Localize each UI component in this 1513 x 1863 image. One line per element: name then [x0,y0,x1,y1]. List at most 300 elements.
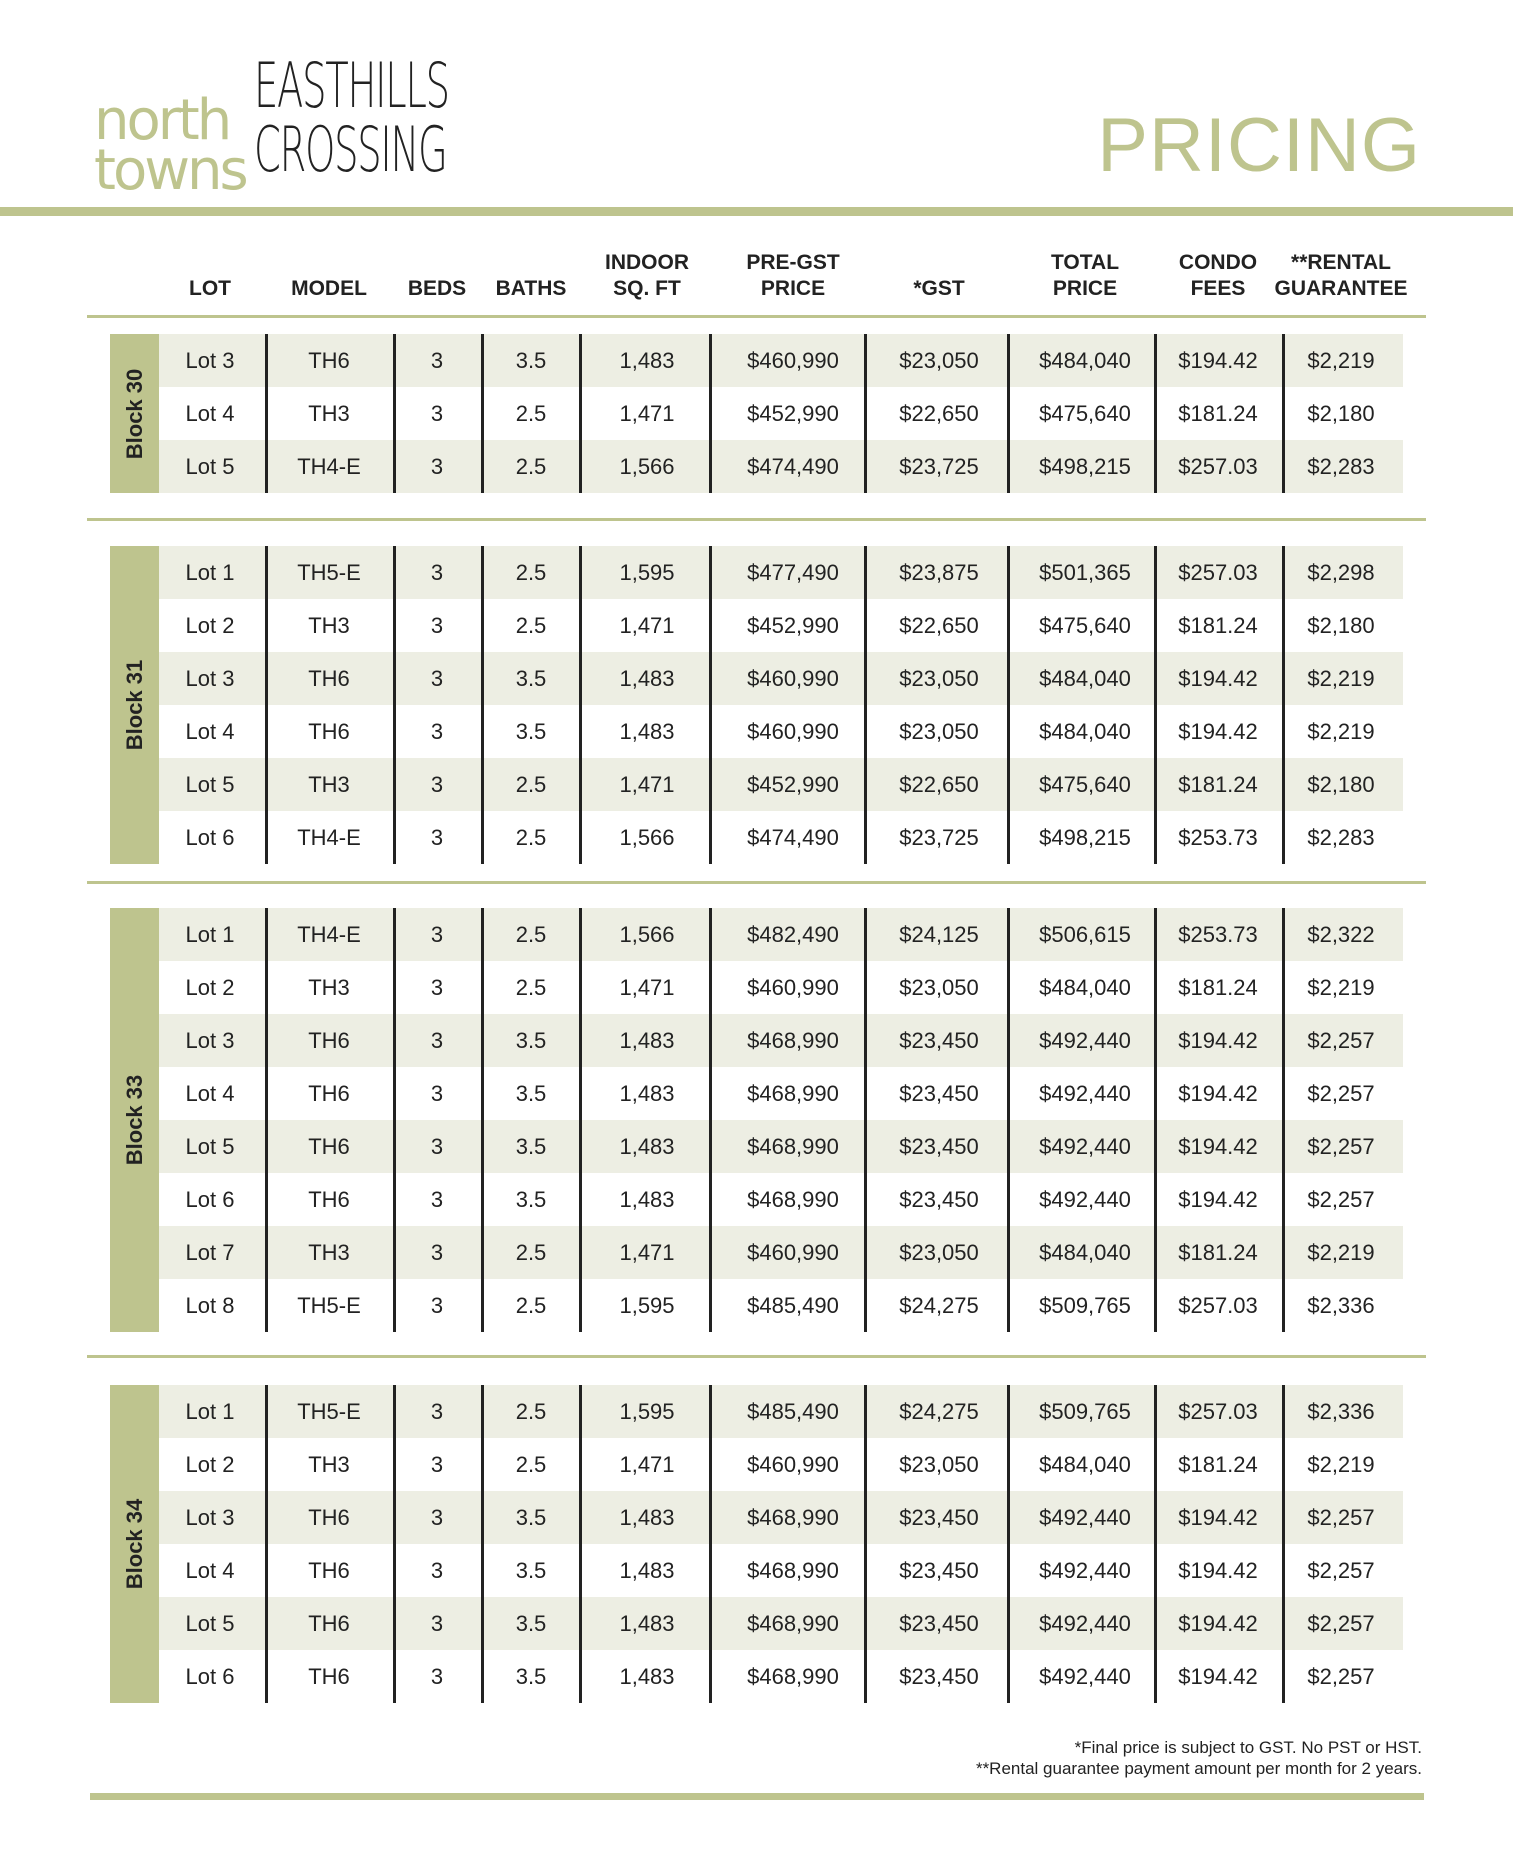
column-divider [709,1385,712,1703]
cell-pregst: $485,490 [747,1293,839,1318]
cell-gst: $24,275 [899,1293,979,1318]
table-row [159,758,1403,811]
column-header-model [291,276,367,302]
cell-total: $492,440 [1039,1664,1131,1689]
cell-total: $492,440 [1039,1028,1131,1053]
cell-pregst: $460,990 [747,975,839,1000]
cell-total: $492,440 [1039,1134,1131,1159]
cell-gst: $22,650 [899,401,979,426]
cell-gst: $23,725 [899,825,979,850]
cell-rental: $2,257 [1307,1081,1375,1106]
cell-total: $492,440 [1039,1505,1131,1530]
cell-lot: Lot 2 [185,613,235,638]
cell-pregst: $468,990 [747,1134,839,1159]
column-divider [1154,1385,1157,1703]
cell-baths: 2.5 [515,825,547,850]
cell-total: $475,640 [1039,401,1131,426]
table-row [159,1544,1403,1597]
table-header [0,250,1513,310]
cell-gst: $23,050 [899,1452,979,1477]
footnotes [976,1737,1422,1779]
cell-rental: $2,257 [1307,1187,1375,1212]
cell-rental: $2,257 [1307,1028,1375,1053]
cell-beds: 3 [430,772,444,797]
header-rule [87,315,1426,318]
cell-gst: $23,725 [899,454,979,479]
cell-condo: $194.42 [1178,666,1258,691]
column-header-line1: **RENTAL [1291,251,1391,274]
footnote-gst: *Final price is subject to GST. No PST or HST. [1074,1738,1422,1757]
cell-lot: Lot 5 [185,454,235,479]
cell-sqft: 1,471 [619,772,675,797]
cell-condo: $194.42 [1178,1081,1258,1106]
cell-pregst: $468,990 [747,1081,839,1106]
cell-rental: $2,180 [1307,401,1375,426]
cell-sqft: 1,483 [619,1028,675,1053]
table-row [159,1226,1403,1279]
cell-condo: $181.24 [1178,1240,1258,1265]
cell-pregst: $452,990 [747,613,839,638]
cell-sqft: 1,483 [619,1558,675,1583]
cell-pregst: $485,490 [747,1399,839,1424]
cell-model: TH3 [308,401,350,426]
table-row [159,387,1403,440]
cell-beds: 3 [430,975,444,1000]
cell-rental: $2,219 [1307,975,1375,1000]
cell-beds: 3 [430,1293,444,1318]
cell-baths: 2.5 [515,401,547,426]
column-header-line1: TOTAL [1050,251,1120,274]
cell-gst: $23,875 [899,560,979,585]
block-label-text: Block 34 [121,1498,147,1590]
cell-sqft: 1,471 [619,613,675,638]
cell-condo: $257.03 [1178,560,1258,585]
cell-baths: 3.5 [515,1611,547,1636]
cell-sqft: 1,483 [619,348,675,373]
cell-pregst: $482,490 [747,922,839,947]
cell-model: TH6 [308,348,350,373]
cell-lot: Lot 4 [185,401,235,426]
cell-pregst: $468,990 [747,1664,839,1689]
cell-total: $484,040 [1039,719,1131,744]
cell-pregst: $452,990 [747,772,839,797]
cell-lot: Lot 3 [185,1028,235,1053]
column-divider [1154,546,1157,864]
cell-pregst: $468,990 [747,1187,839,1212]
table-row [159,908,1403,961]
cell-sqft: 1,483 [619,1134,675,1159]
block-label [110,908,159,1332]
cell-model: TH6 [308,1187,350,1212]
cell-rental: $2,336 [1307,1399,1375,1424]
cell-total: $506,615 [1039,922,1131,947]
table-row [159,1491,1403,1544]
cell-model: TH6 [308,1611,350,1636]
cell-pregst: $474,490 [747,825,839,850]
block-label-text: Block 31 [121,659,147,751]
column-header-pregst [746,250,839,302]
column-divider [864,908,867,1332]
column-header-line2: BEDS [407,277,467,300]
cell-gst: $24,275 [899,1399,979,1424]
cell-condo: $181.24 [1178,1452,1258,1477]
cell-lot: Lot 8 [185,1293,235,1318]
column-header-line2: FEES [1190,277,1246,300]
cell-beds: 3 [430,666,444,691]
cell-model: TH3 [308,975,350,1000]
cell-pregst: $460,990 [747,1452,839,1477]
cell-gst: $23,450 [899,1558,979,1583]
cell-baths: 3.5 [515,1028,547,1053]
cell-model: TH6 [308,1134,350,1159]
easthills-crossing-logo [254,49,449,186]
cell-lot: Lot 6 [185,825,235,850]
column-header-sqft [605,250,689,302]
column-divider [1007,334,1010,493]
cell-beds: 3 [430,1240,444,1265]
cell-gst: $23,050 [899,666,979,691]
cell-gst: $24,125 [899,922,979,947]
cell-gst: $23,450 [899,1505,979,1530]
column-header-line2: LOT [189,277,231,300]
cell-pregst: $468,990 [747,1505,839,1530]
cell-condo: $194.42 [1178,1558,1258,1583]
cell-rental: $2,219 [1307,348,1375,373]
cell-baths: 3.5 [515,1664,547,1689]
column-divider [481,1385,484,1703]
cell-beds: 3 [430,1134,444,1159]
column-header-line2: BATHS [495,277,567,300]
table-row [159,1597,1403,1650]
cell-sqft: 1,483 [619,1664,675,1689]
cell-baths: 2.5 [515,1240,547,1265]
column-divider [481,908,484,1332]
cell-total: $475,640 [1039,613,1131,638]
cell-condo: $181.24 [1178,401,1258,426]
table-row [159,599,1403,652]
cell-total: $484,040 [1039,348,1131,373]
cell-total: $484,040 [1039,1452,1131,1477]
cell-beds: 3 [430,719,444,744]
cell-lot: Lot 3 [185,666,235,691]
cell-condo: $181.24 [1178,772,1258,797]
cell-model: TH6 [308,666,350,691]
cell-rental: $2,219 [1307,1452,1375,1477]
column-divider [1007,1385,1010,1703]
cell-baths: 3.5 [515,348,547,373]
cell-model: TH6 [308,1558,350,1583]
cell-pregst: $477,490 [747,560,839,585]
column-header-beds [408,276,466,302]
cell-rental: $2,180 [1307,772,1375,797]
table-row [159,1014,1403,1067]
block-separator [87,881,1426,884]
column-divider [709,546,712,864]
cell-beds: 3 [430,1505,444,1530]
cell-rental: $2,283 [1307,454,1375,479]
cell-condo: $194.42 [1178,1611,1258,1636]
column-divider [1007,546,1010,864]
cell-total: $498,215 [1039,825,1131,850]
cell-beds: 3 [430,560,444,585]
cell-pregst: $474,490 [747,454,839,479]
cell-pregst: $468,990 [747,1611,839,1636]
cell-model: TH3 [308,772,350,797]
cell-rental: $2,219 [1307,1240,1375,1265]
cell-rental: $2,257 [1307,1505,1375,1530]
cell-rental: $2,257 [1307,1134,1375,1159]
cell-beds: 3 [430,348,444,373]
cell-total: $498,215 [1039,454,1131,479]
cell-sqft: 1,483 [619,1505,675,1530]
column-divider [579,334,582,493]
cell-condo: $194.42 [1178,1505,1258,1530]
table-row [159,1120,1403,1173]
cell-gst: $23,450 [899,1611,979,1636]
cell-condo: $194.42 [1178,1134,1258,1159]
block-label [110,334,159,493]
cell-model: TH6 [308,1664,350,1689]
column-divider [393,546,396,864]
cell-lot: Lot 6 [185,1187,235,1212]
cell-pregst: $468,990 [747,1028,839,1053]
cell-model: TH4-E [297,825,361,850]
column-divider [709,334,712,493]
column-divider [709,908,712,1332]
cell-model: TH6 [308,1081,350,1106]
cell-lot: Lot 5 [185,772,235,797]
column-divider [579,1385,582,1703]
column-divider [393,334,396,493]
column-header-rental [1274,250,1407,302]
cell-rental: $2,322 [1307,922,1375,947]
table-row [159,546,1403,599]
cell-beds: 3 [430,1558,444,1583]
cell-condo: $257.03 [1178,1293,1258,1318]
cell-rental: $2,180 [1307,613,1375,638]
cell-lot: Lot 5 [185,1134,235,1159]
cell-gst: $22,650 [899,772,979,797]
column-divider [1282,546,1285,864]
cell-total: $475,640 [1039,772,1131,797]
column-header-line1: INDOOR [605,251,689,274]
cell-sqft: 1,471 [619,401,675,426]
northtowns-logo [94,88,246,203]
cell-baths: 3.5 [515,1187,547,1212]
column-divider [864,1385,867,1703]
cell-condo: $257.03 [1178,1399,1258,1424]
cell-baths: 2.5 [515,1452,547,1477]
cell-model: TH5-E [297,1293,361,1318]
cell-baths: 3.5 [515,666,547,691]
cell-rental: $2,219 [1307,719,1375,744]
cell-pregst: $468,990 [747,1558,839,1583]
cell-sqft: 1,483 [619,1611,675,1636]
table-row [159,1385,1403,1438]
block-label-text: Block 30 [121,368,147,459]
cell-gst: $23,050 [899,975,979,1000]
column-divider [864,546,867,864]
column-divider [481,546,484,864]
cell-sqft: 1,471 [619,1240,675,1265]
column-divider [579,908,582,1332]
cell-model: TH3 [308,1452,350,1477]
easthills-logo-line1: EASTHILLS [254,49,449,122]
cell-pregst: $460,990 [747,719,839,744]
cell-model: TH5-E [297,1399,361,1424]
cell-lot: Lot 5 [185,1611,235,1636]
cell-condo: $194.42 [1178,719,1258,744]
cell-lot: Lot 1 [185,922,235,947]
northtowns-logo-line2: towns [94,138,246,203]
cell-lot: Lot 6 [185,1664,235,1689]
cell-condo: $181.24 [1178,975,1258,1000]
cell-baths: 3.5 [515,719,547,744]
cell-condo: $194.42 [1178,1028,1258,1053]
cell-sqft: 1,566 [619,825,675,850]
cell-baths: 3.5 [515,1134,547,1159]
cell-condo: $194.42 [1178,1187,1258,1212]
cell-sqft: 1,566 [619,922,675,947]
cell-lot: Lot 2 [185,975,235,1000]
cell-baths: 3.5 [515,1558,547,1583]
cell-sqft: 1,595 [619,1399,675,1424]
cell-total: $484,040 [1039,1240,1131,1265]
cell-beds: 3 [430,454,444,479]
cell-gst: $23,050 [899,719,979,744]
cell-gst: $23,450 [899,1134,979,1159]
column-divider [1282,334,1285,493]
cell-pregst: $452,990 [747,401,839,426]
cell-sqft: 1,483 [619,666,675,691]
cell-lot: Lot 4 [185,1081,235,1106]
cell-rental: $2,257 [1307,1664,1375,1689]
cell-lot: Lot 1 [185,1399,235,1424]
cell-gst: $23,450 [899,1028,979,1053]
cell-total: $492,440 [1039,1187,1131,1212]
cell-beds: 3 [430,1611,444,1636]
cell-sqft: 1,471 [619,975,675,1000]
cell-rental: $2,257 [1307,1558,1375,1583]
column-divider [1154,334,1157,493]
cell-gst: $23,450 [899,1187,979,1212]
table-row [159,1173,1403,1226]
cell-sqft: 1,471 [619,1452,675,1477]
cell-gst: $23,050 [899,348,979,373]
cell-total: $509,765 [1039,1293,1131,1318]
column-divider [265,1385,268,1703]
cell-beds: 3 [430,1081,444,1106]
column-divider [1282,908,1285,1332]
cell-model: TH4-E [297,454,361,479]
column-header-line2: SQ. FT [613,277,681,300]
cell-baths: 2.5 [515,1293,547,1318]
cell-baths: 2.5 [515,975,547,1000]
cell-condo: $253.73 [1178,825,1258,850]
column-divider [579,546,582,864]
column-header-line2: MODEL [291,277,367,300]
cell-sqft: 1,483 [619,1081,675,1106]
cell-lot: Lot 4 [185,719,235,744]
cell-baths: 2.5 [515,613,547,638]
cell-rental: $2,336 [1307,1293,1375,1318]
cell-condo: $257.03 [1178,454,1258,479]
top-rule [0,207,1513,216]
cell-lot: Lot 3 [185,1505,235,1530]
table-row [159,652,1403,705]
cell-baths: 2.5 [515,1399,547,1424]
easthills-logo-line2: CROSSING [254,113,447,186]
cell-baths: 2.5 [515,772,547,797]
table-row [159,811,1403,864]
cell-total: $484,040 [1039,975,1131,1000]
column-header-gst [913,276,964,302]
cell-gst: $23,450 [899,1081,979,1106]
column-header-line2: PRICE [760,277,826,300]
cell-condo: $181.24 [1178,613,1258,638]
column-header-line1: PRE-GST [746,251,840,274]
column-header-line2: GUARANTEE [1274,277,1408,300]
cell-sqft: 1,566 [619,454,675,479]
cell-baths: 3.5 [515,1505,547,1530]
cell-lot: Lot 4 [185,1558,235,1583]
cell-total: $501,365 [1039,560,1131,585]
cell-total: $492,440 [1039,1558,1131,1583]
bottom-rule [90,1793,1424,1800]
cell-model: TH6 [308,1505,350,1530]
column-divider [265,908,268,1332]
column-divider [265,546,268,864]
cell-model: TH3 [308,613,350,638]
table-row [159,1650,1403,1703]
column-header-line2: PRICE [1052,277,1118,300]
column-divider [393,1385,396,1703]
cell-beds: 3 [430,1028,444,1053]
cell-sqft: 1,483 [619,1187,675,1212]
cell-lot: Lot 7 [185,1240,235,1265]
column-header-lot [189,276,231,302]
block-separator [87,1355,1426,1358]
cell-beds: 3 [430,1664,444,1689]
cell-sqft: 1,483 [619,719,675,744]
cell-model: TH3 [308,1240,350,1265]
northtowns-logo-line1: north [94,88,230,153]
cell-pregst: $460,990 [747,666,839,691]
table-row [159,1067,1403,1120]
cell-total: $492,440 [1039,1081,1131,1106]
cell-condo: $194.42 [1178,1664,1258,1689]
block-separator [87,518,1426,521]
column-header-baths [496,276,567,302]
cell-rental: $2,298 [1307,560,1375,585]
table-row [159,1279,1403,1332]
cell-baths: 2.5 [515,560,547,585]
cell-gst: $23,450 [899,1664,979,1689]
cell-total: $509,765 [1039,1399,1131,1424]
column-header-condo [1179,250,1257,302]
cell-lot: Lot 3 [185,348,235,373]
block-label-text: Block 33 [121,1074,147,1166]
page-title: PRICING [1097,103,1421,188]
column-divider [864,334,867,493]
cell-baths: 2.5 [515,922,547,947]
block-label [110,546,159,864]
cell-condo: $194.42 [1178,348,1258,373]
block-label [110,1385,159,1703]
table-row [159,961,1403,1014]
column-header-line2: *GST [913,277,965,300]
column-divider [1007,908,1010,1332]
